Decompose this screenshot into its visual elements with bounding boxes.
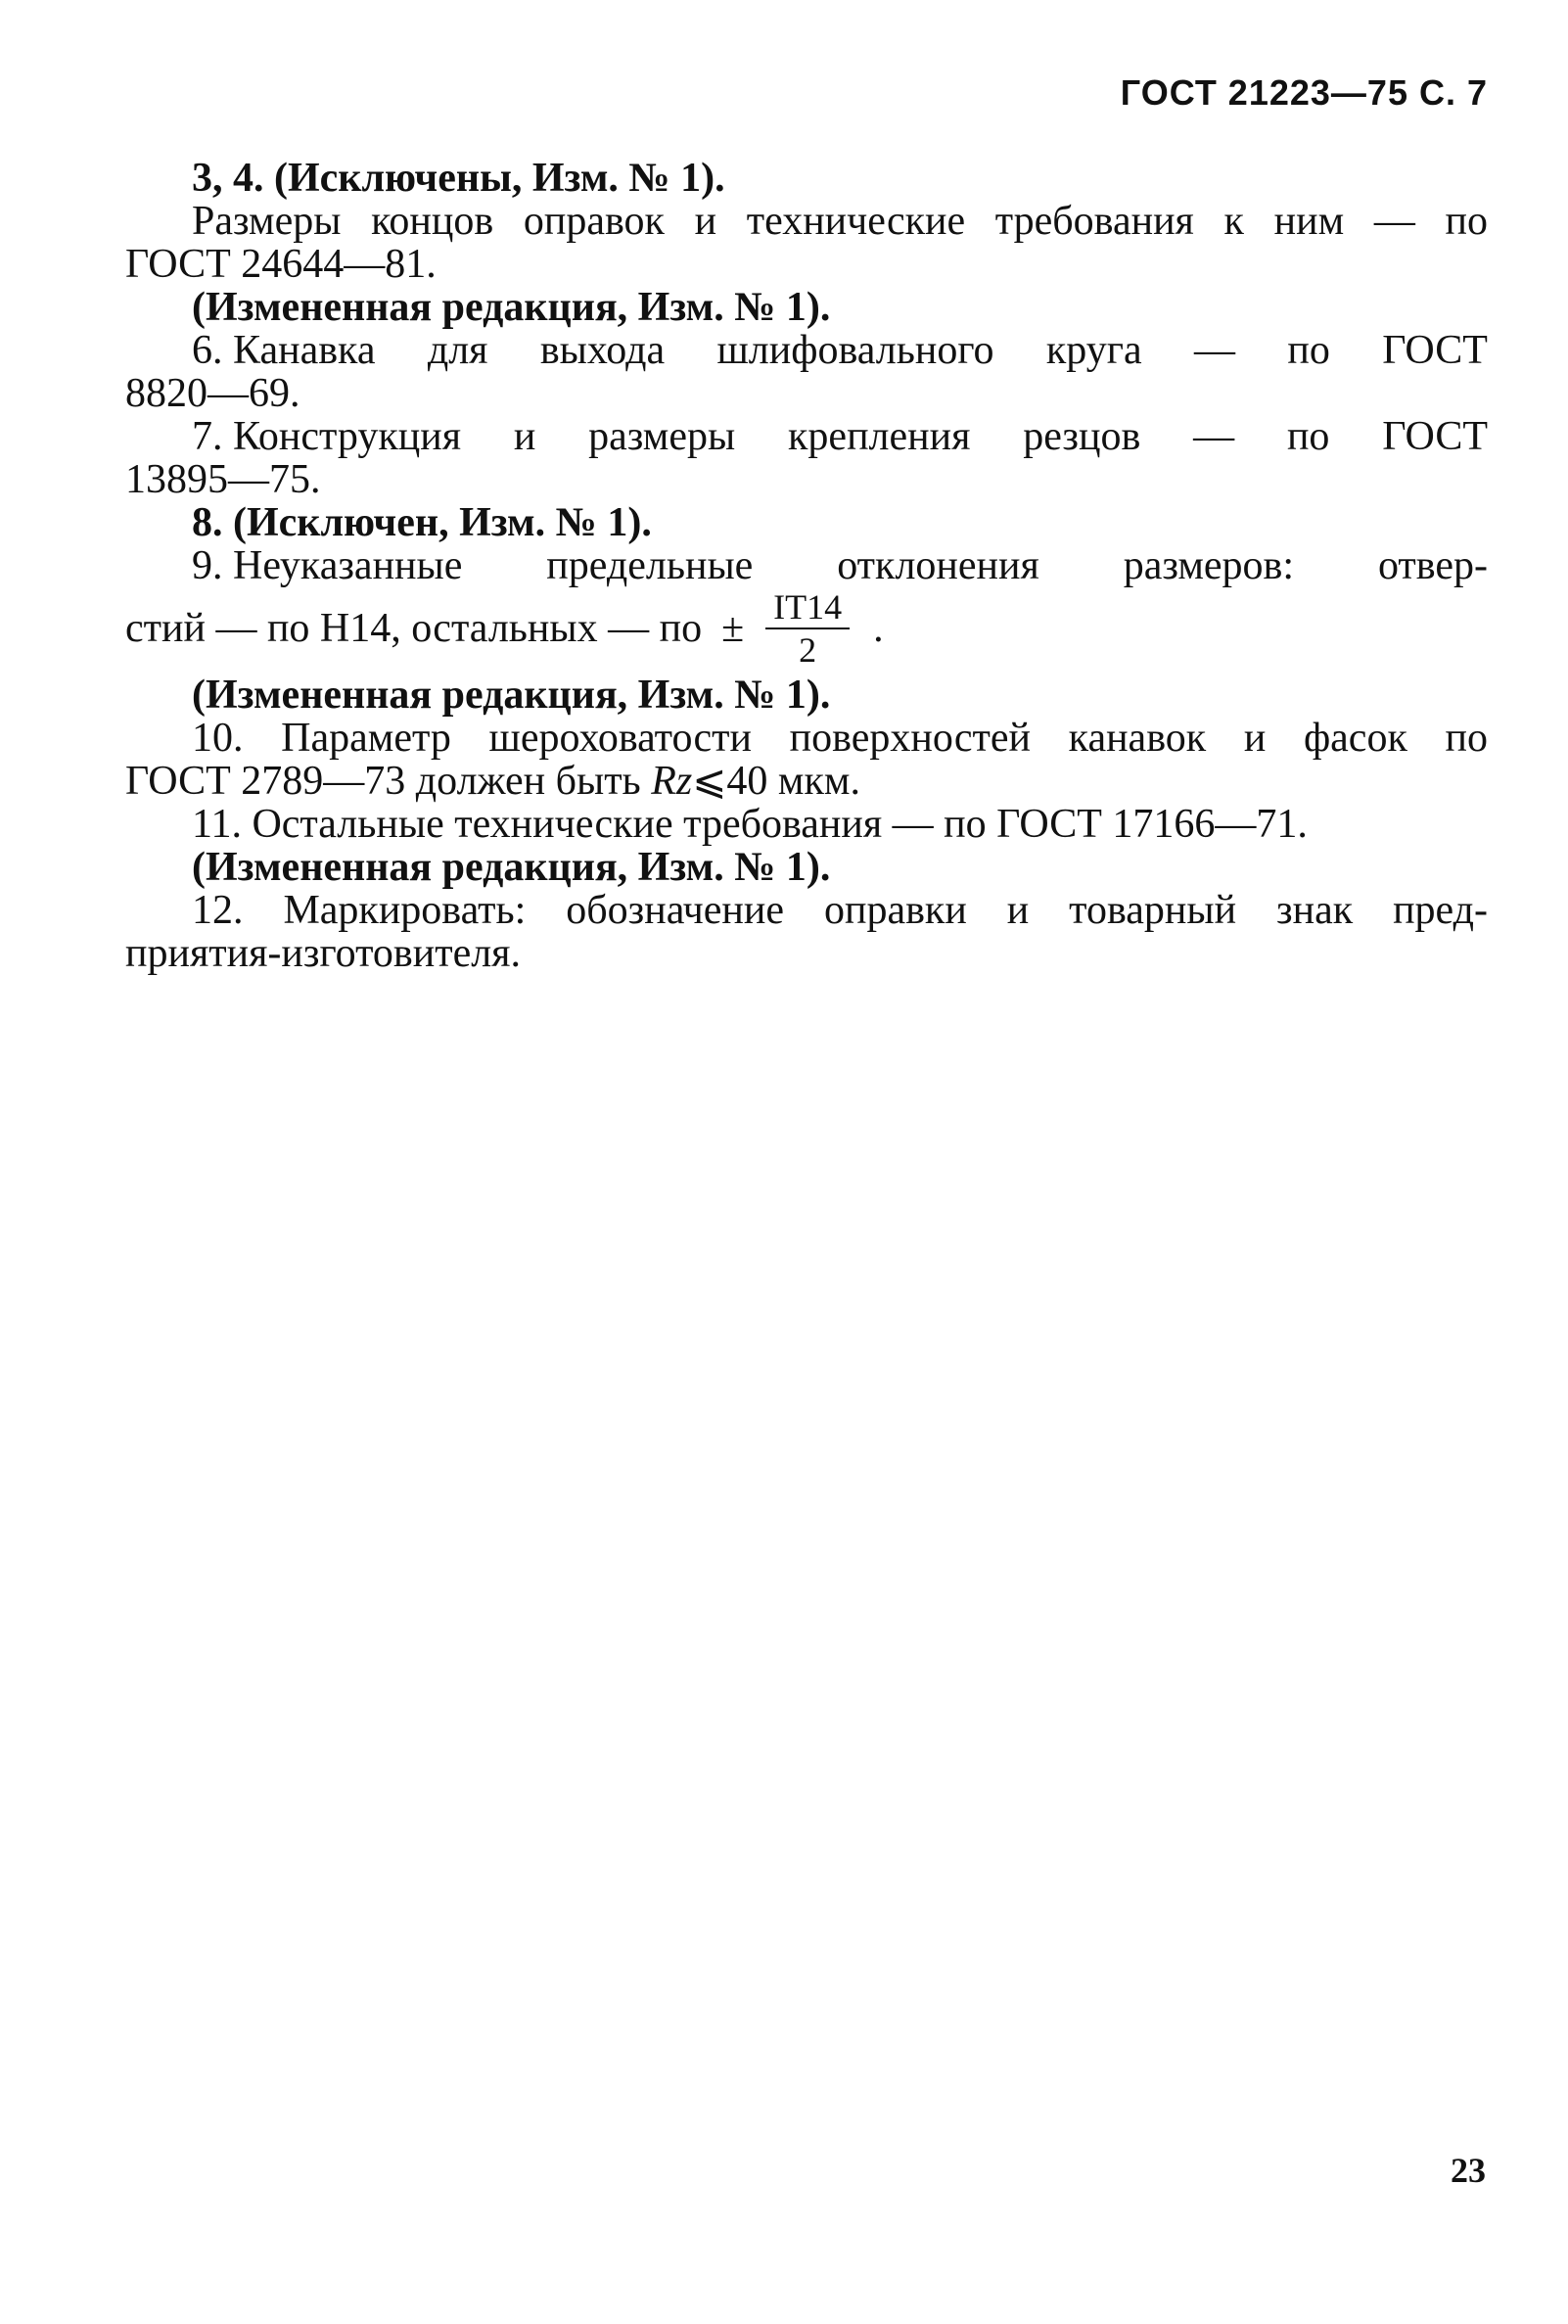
word: оправок (523, 199, 665, 244)
word: оправки (823, 888, 967, 933)
word: крепления (788, 414, 971, 459)
word: пред- (1393, 888, 1488, 933)
fraction-numerator: IT14 (765, 588, 850, 629)
item-12-line-2: приятия-изготовителя. (125, 931, 521, 976)
word: круга (1045, 328, 1142, 373)
item-11: 11. Остальные технические требования — по ГОСТ 17166—71. (192, 802, 1308, 847)
word: 10. (192, 716, 244, 761)
item-5-line-1 (125, 200, 1488, 243)
item-6-line-1 (125, 329, 1488, 372)
word: требования (994, 199, 1194, 244)
word: концов (371, 199, 494, 244)
word: шероховатости (488, 716, 753, 761)
item-10-line-2 (125, 760, 1488, 803)
word: товарный (1069, 888, 1237, 933)
word: и (513, 414, 536, 459)
item-6-line-2: 8820—69. (125, 371, 300, 416)
fraction-denominator: 2 (799, 630, 817, 670)
item-3-4: 3, 4. (Исключены, Изм. № 1). (192, 156, 725, 201)
item-10-text-a: ГОСТ 2789—73 должен быть (125, 759, 641, 804)
word: Размеры (192, 199, 342, 244)
word: ГОСТ (1382, 414, 1488, 459)
word: 9. Неуказанные (192, 543, 463, 588)
word: резцов (1023, 414, 1141, 459)
word: ним (1273, 199, 1345, 244)
word: по (1286, 414, 1330, 459)
word: отклонения (837, 543, 1039, 588)
item-9-text: стий — по H14, остальных — по (125, 606, 703, 651)
item-8: 8. (Исключен, Изм. № 1). (192, 500, 652, 545)
word: фасок (1303, 716, 1407, 761)
word: Параметр (281, 716, 451, 761)
fraction (765, 588, 850, 669)
word: технические (746, 199, 966, 244)
word: предельные (546, 543, 754, 588)
word: по (1287, 328, 1330, 373)
word: и (1006, 888, 1030, 933)
word: 6. Канавка (192, 328, 376, 373)
word: 12. (192, 888, 244, 933)
word: по (1445, 716, 1488, 761)
rz-symbol: Rz (651, 759, 693, 804)
word: канавок (1068, 716, 1207, 761)
item-9-line-2 (125, 583, 1488, 674)
item-9-period: . (873, 606, 884, 651)
word: по (1445, 199, 1488, 244)
word: выхода (539, 328, 666, 373)
word: — (1193, 328, 1235, 373)
word: поверхностей (789, 716, 1032, 761)
word: знак (1276, 888, 1354, 933)
item-5-amendment: (Измененная редакция, Изм. № 1). (192, 285, 831, 330)
item-7-line-1 (125, 415, 1488, 458)
word: отвер- (1377, 543, 1488, 588)
page-number: 23 (1451, 2151, 1486, 2190)
word: обозначение (566, 888, 785, 933)
item-9-amendment: (Измененная редакция, Изм. № 1). (192, 673, 831, 718)
word: размеры (588, 414, 736, 459)
word: размеров: (1123, 543, 1295, 588)
word: — (1193, 414, 1235, 459)
document-header: ГОСТ 21223—75 С. 7 (1120, 72, 1488, 113)
word: и (694, 199, 717, 244)
word: шлифовального (716, 328, 994, 373)
item-10-line-1 (125, 717, 1488, 760)
word: ГОСТ (1382, 328, 1488, 373)
word: для (427, 328, 488, 373)
word: 7. Конструкция (192, 414, 462, 459)
item-5-line-2: ГОСТ 24644—81. (125, 242, 437, 287)
item-11-amendment: (Измененная редакция, Изм. № 1). (192, 845, 831, 890)
plus-minus-sign: ± (721, 606, 745, 651)
item-10-text-b: ⩽40 мкм. (692, 759, 860, 804)
word: и (1243, 716, 1267, 761)
word: Маркировать: (283, 888, 527, 933)
word: к (1223, 199, 1244, 244)
item-9-line-1 (125, 544, 1488, 587)
item-12-line-1 (125, 889, 1488, 932)
document-body (125, 157, 1488, 975)
word: — (1373, 199, 1415, 244)
item-7-line-2: 13895—75. (125, 457, 321, 502)
